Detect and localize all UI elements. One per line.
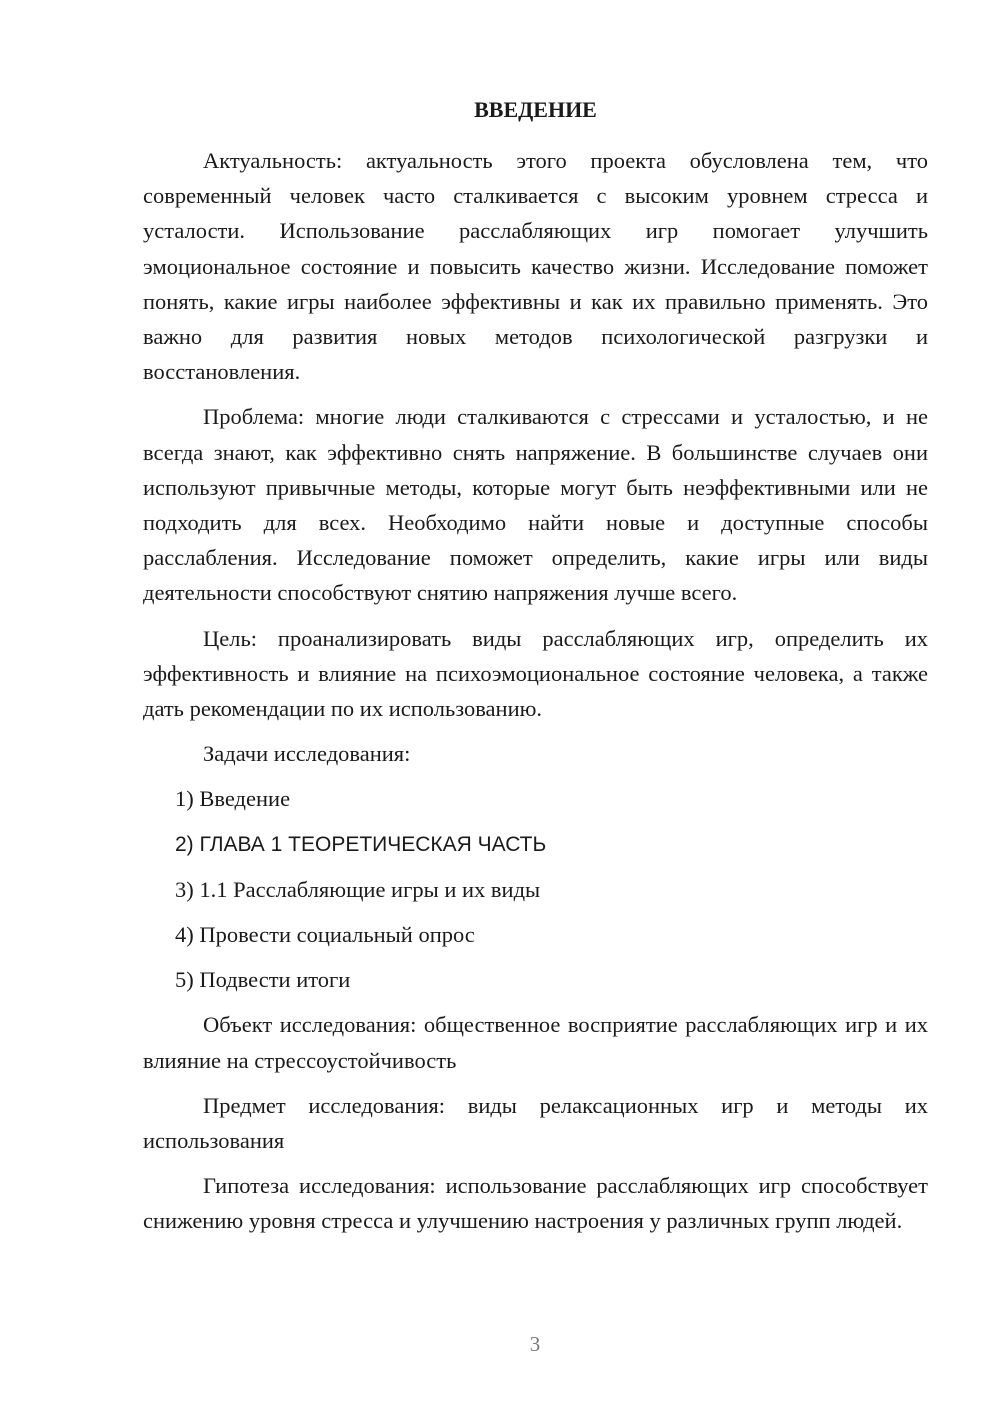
list-item: 2) ГЛАВА 1 ТЕОРЕТИЧЕСКАЯ ЧАСТЬ: [175, 832, 547, 856]
tasks-title: Задачи исследования:: [203, 741, 411, 767]
document-body: [143, 90, 928, 1249]
relevance-paragraph: Актуальность: актуальность этого проекта обусловлена тем, что современный человек часто сталкивается с высоким уровнем стресса и усталости. Использование расслабляющих игр помогает улучшить эмоциональное состояние и повысить качество жизни. Исследование поможет понять, какие игры наиболее эффективны и как их правильно применять. Это важно для развития новых методов психологической разгрузки и восстановления.: [143, 148, 928, 385]
problem-paragraph: Проблема: многие люди сталкиваются с стрессами и усталостью, и не всегда знают, как эффективно снять напряжение. В большинстве случаев они используют привычные методы, которые могут быть неэффективными или не подходить для всех. Необходимо найти новые и доступные способы расслабления. Исследование поможет определить, какие игры или виды деятельности способствуют снятию напряжения лучше всего.: [143, 404, 928, 606]
page-title: ВВЕДЕНИЕ: [474, 97, 597, 122]
list-item: 4) Провести социальный опрос: [175, 922, 475, 948]
object-paragraph: Объект исследования: общественное восприятие расслабляющих игр и их влияние на стрессоустойчивость: [143, 1012, 928, 1073]
tasks-list: [143, 781, 928, 997]
list-item: 1) Введение: [175, 786, 291, 812]
page-number: 3: [529, 1332, 541, 1356]
hypothesis-paragraph: Гипотеза исследования: использование расслабляющих игр способствует снижению уровня стресса и улучшению настроения у различных групп людей.: [143, 1173, 928, 1234]
list-item: 5) Подвести итоги: [175, 967, 351, 993]
goal-paragraph: Цель: проанализировать виды расслабляющих игр, определить их эффективность и влияние на психоэмоциональное состояние человека, а также дать рекомендации по их использованию.: [143, 625, 928, 722]
subject-paragraph: Предмет исследования: виды релаксационных игр и методы их использования: [143, 1092, 928, 1154]
list-item: 3) 1.1 Расслабляющие игры и их виды: [175, 876, 541, 902]
